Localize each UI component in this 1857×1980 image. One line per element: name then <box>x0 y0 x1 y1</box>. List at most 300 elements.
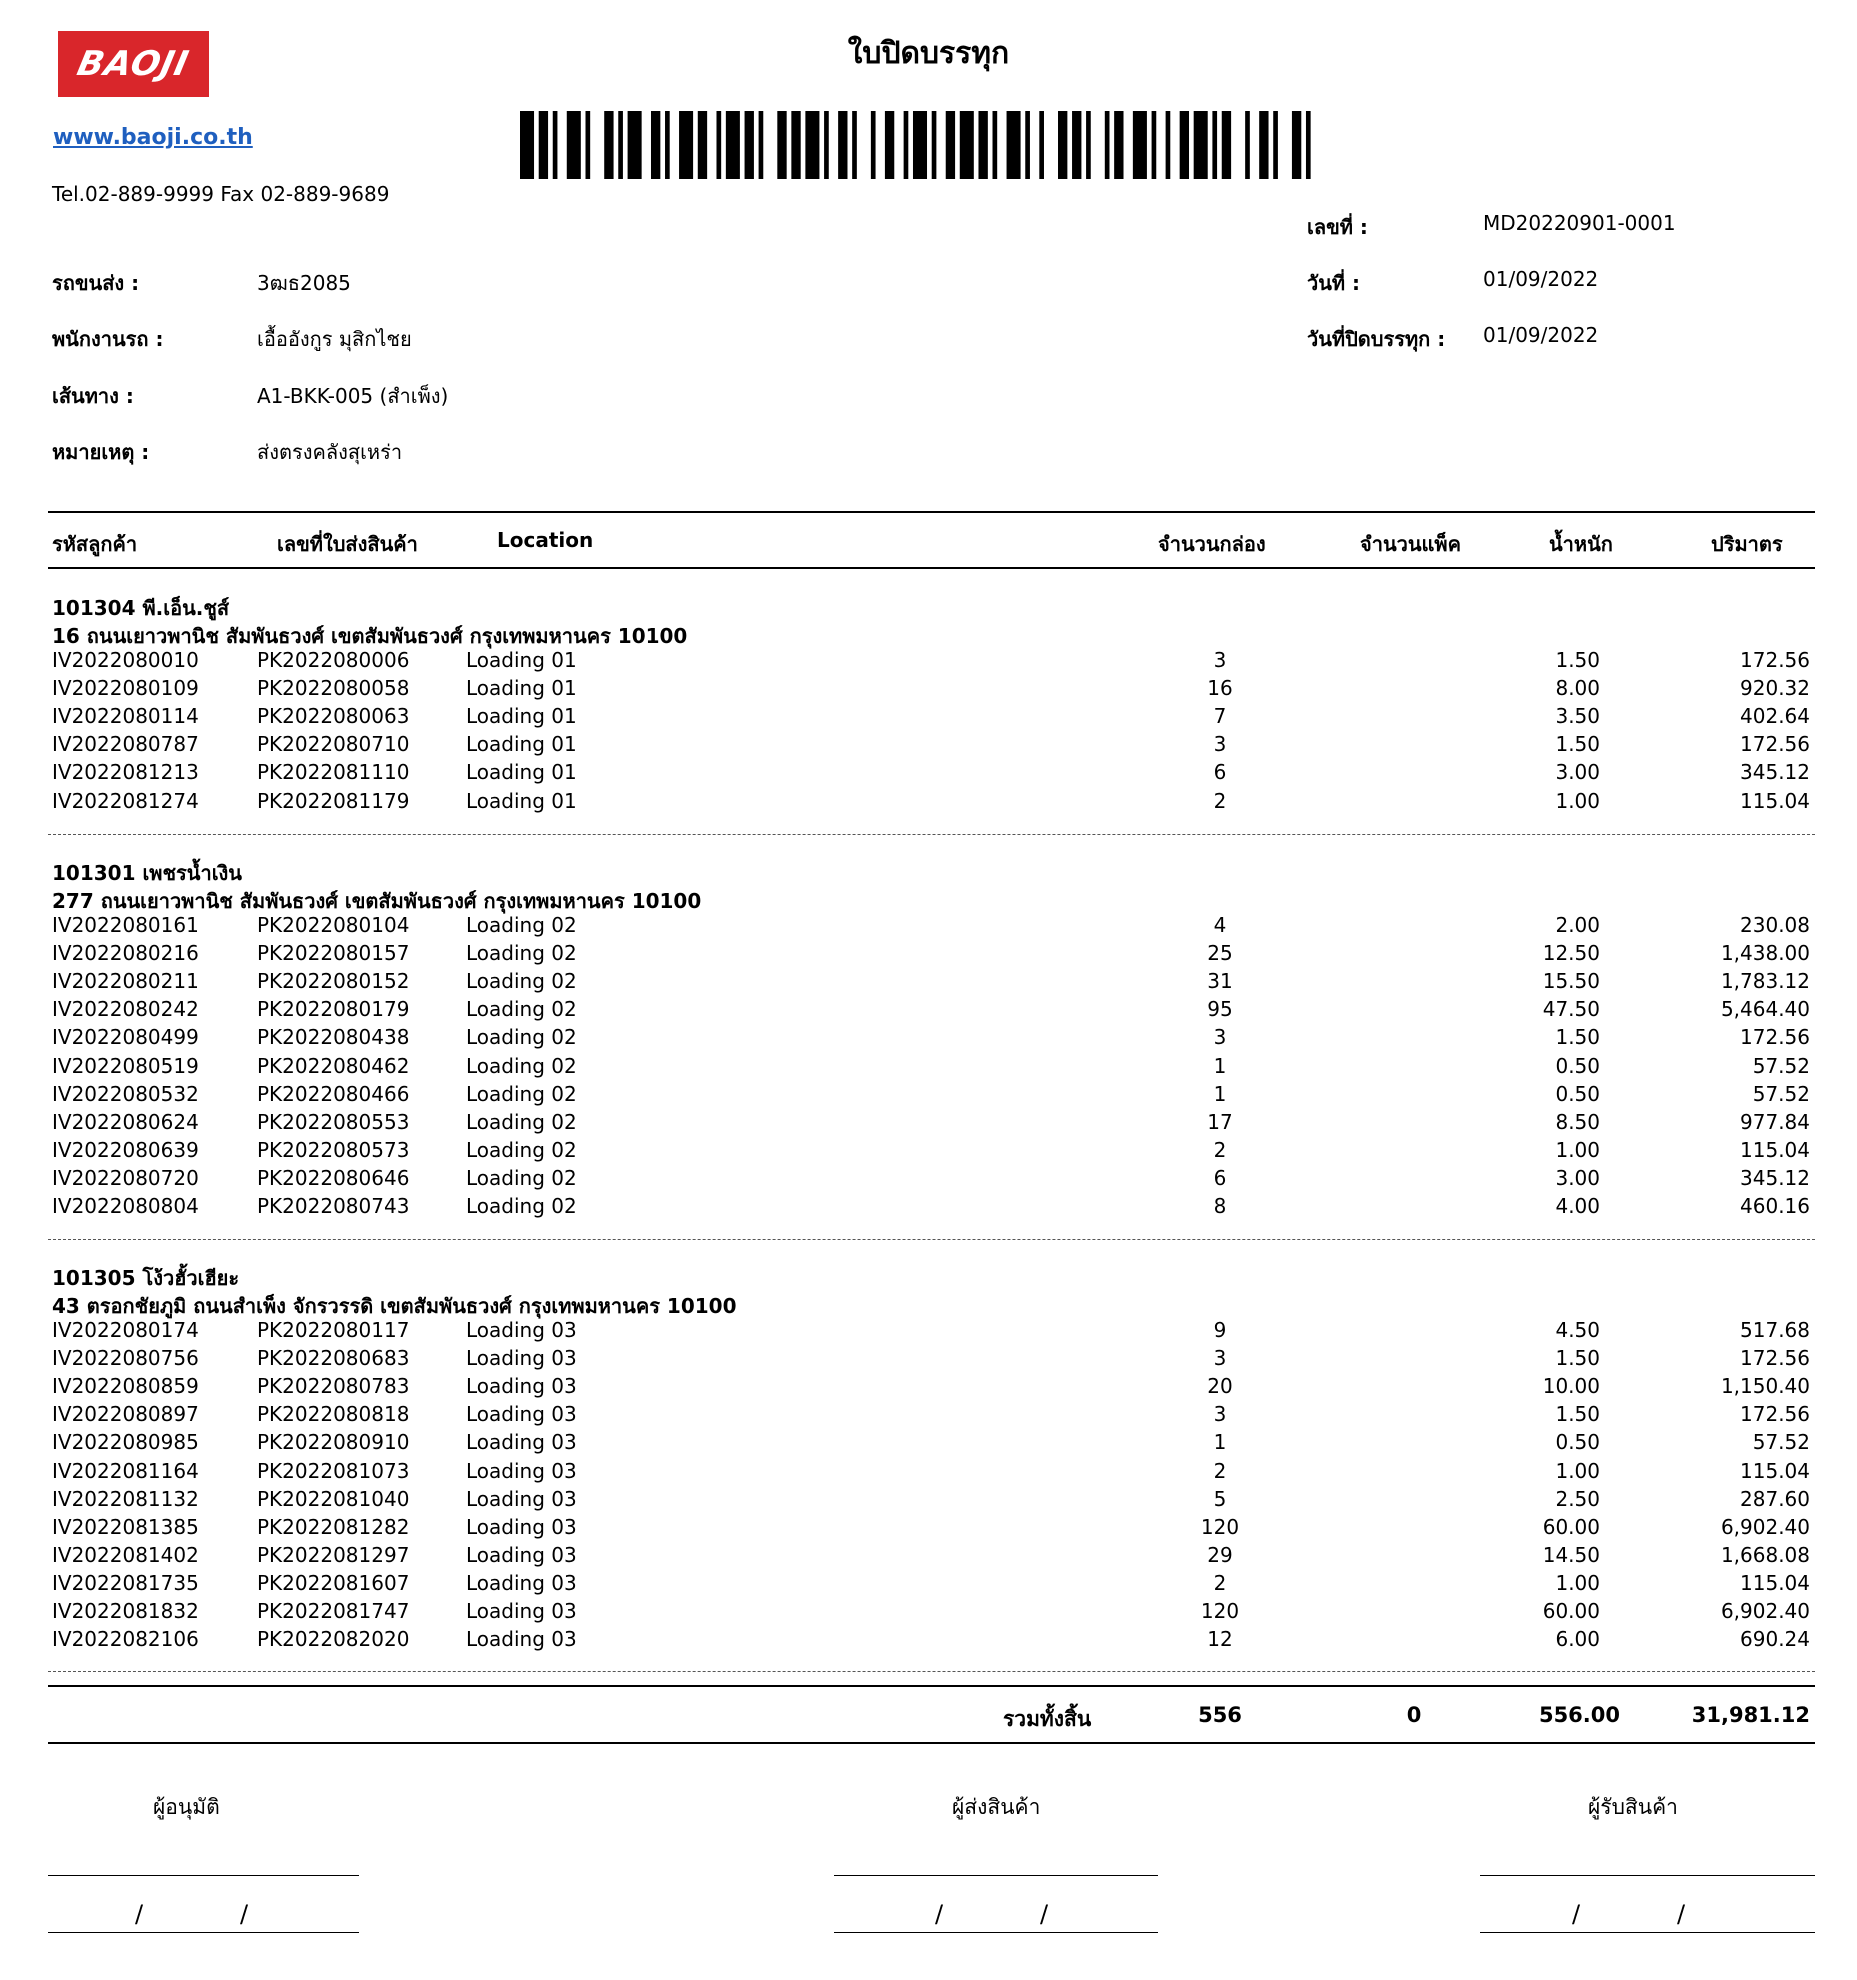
cell-volume: 345.12 <box>1740 760 1810 785</box>
barcode-bar <box>745 111 754 179</box>
barcode-bar <box>1025 111 1030 179</box>
cell-box-count: 1 <box>1213 1081 1227 1106</box>
cell-weight: 3.50 <box>1555 704 1600 729</box>
cell-invoice-no: IV2022080174 <box>52 1318 199 1342</box>
vehicle-label: รถขนส่ง : <box>52 271 140 295</box>
barcode-bar <box>1259 111 1268 179</box>
cell-location: Loading 01 <box>466 788 577 813</box>
cell-packing-no: PK2022080117 <box>257 1318 410 1342</box>
cell-location: Loading 02 <box>466 1109 577 1134</box>
cell-location: Loading 03 <box>466 1374 577 1399</box>
cell-location: Loading 02 <box>466 941 577 966</box>
cell-packing-no: PK2022080152 <box>257 969 410 994</box>
cell-box-count: 3 <box>1213 1402 1227 1427</box>
cell-box-count: 2 <box>1213 788 1227 813</box>
col-header-weight: น้ำหนัก <box>1549 532 1613 556</box>
totals-volume: 31,981.12 <box>1691 1703 1810 1727</box>
group-customer: 101301 เพชรน้ำเงิน <box>52 861 242 885</box>
barcode-bar <box>932 111 937 179</box>
cell-box-count: 2 <box>1213 1570 1227 1595</box>
totals-top-rule <box>48 1685 1815 1687</box>
table-row <box>0 1082 1857 1110</box>
document-title: ใบปิดบรรทุก <box>847 36 1010 71</box>
cell-box-count: 16 <box>1207 676 1233 701</box>
cell-volume: 1,150.40 <box>1720 1374 1810 1399</box>
contact-phone: Tel.02-889-9999 Fax 02-889-9689 <box>52 182 390 206</box>
cell-volume: 920.32 <box>1740 676 1810 701</box>
route-value: A1-BKK-005 (สำเพ็ง) <box>257 384 449 408</box>
cell-volume: 115.04 <box>1740 788 1810 813</box>
cell-volume: 690.24 <box>1740 1627 1810 1652</box>
cell-location: Loading 03 <box>466 1514 577 1539</box>
barcode-bar <box>586 111 591 179</box>
table-row <box>0 704 1857 732</box>
barcode-bar <box>716 111 721 179</box>
cell-volume: 1,438.00 <box>1720 941 1810 966</box>
totals-boxes: 556 <box>1198 1703 1242 1727</box>
cell-location: Loading 02 <box>466 1025 577 1050</box>
cell-location: Loading 02 <box>466 1194 577 1218</box>
cell-volume: 402.64 <box>1740 704 1810 729</box>
barcode-bar <box>520 111 534 179</box>
cell-location: Loading 03 <box>466 1599 577 1623</box>
cell-packing-no: PK2022080683 <box>257 1346 410 1371</box>
table-row <box>0 1487 1857 1515</box>
barcode-bar <box>777 111 786 179</box>
cell-location: Loading 02 <box>466 913 577 937</box>
barcode-bar <box>871 111 876 179</box>
barcode-bar <box>1072 111 1081 179</box>
close-date-value: 01/09/2022 <box>1483 323 1599 347</box>
cell-volume: 287.60 <box>1740 1486 1810 1511</box>
cell-box-count: 95 <box>1207 997 1233 1022</box>
barcode-bar <box>960 111 974 179</box>
date-value: 01/09/2022 <box>1483 267 1599 291</box>
table-row <box>0 969 1857 997</box>
cell-packing-no: PK2022080157 <box>257 941 410 966</box>
cell-weight: 1.00 <box>1555 788 1600 813</box>
barcode-bar <box>1133 111 1147 179</box>
cell-packing-no: PK2022081747 <box>257 1599 410 1623</box>
cell-invoice-no: IV2022081213 <box>52 760 199 785</box>
cell-packing-no: PK2022080910 <box>257 1430 410 1455</box>
cell-packing-no: PK2022080573 <box>257 1137 410 1162</box>
cell-box-count: 1 <box>1213 1053 1227 1078</box>
cell-volume: 57.52 <box>1752 1430 1810 1455</box>
barcode-bar <box>791 111 800 179</box>
col-header-invoice: เลขที่ใบส่งสินค้า <box>277 532 418 556</box>
table-row <box>0 1166 1857 1194</box>
cell-volume: 172.56 <box>1740 1025 1810 1050</box>
totals-packs: 0 <box>1406 1703 1422 1727</box>
cell-box-count: 3 <box>1213 1025 1227 1050</box>
cell-location: Loading 02 <box>466 1137 577 1162</box>
barcode-bar <box>946 111 955 179</box>
cell-location: Loading 01 <box>466 676 577 701</box>
cell-weight: 12.50 <box>1542 941 1600 966</box>
signature-line <box>1480 1875 1815 1876</box>
cell-box-count: 2 <box>1213 1137 1227 1162</box>
cell-invoice-no: IV2022081385 <box>52 1514 199 1539</box>
cell-volume: 230.08 <box>1740 913 1810 937</box>
barcode-bar <box>1105 111 1110 179</box>
cell-location: Loading 01 <box>466 648 577 672</box>
cell-location: Loading 03 <box>466 1402 577 1427</box>
barcode-bar <box>604 111 613 179</box>
cell-invoice-no: IV2022080859 <box>52 1374 199 1399</box>
cell-invoice-no: IV2022080499 <box>52 1025 199 1050</box>
barcode-bar <box>567 111 581 179</box>
cell-location: Loading 02 <box>466 1081 577 1106</box>
barcode-bar <box>1273 111 1278 179</box>
group-address: 16 ถนนเยาวพานิช สัมพันธวงศ์ เขตสัมพันธวงศ์ กรุงเทพมหานคร 10100 <box>52 624 688 648</box>
table-row <box>0 1110 1857 1138</box>
cell-location: Loading 03 <box>466 1570 577 1595</box>
cell-weight: 2.50 <box>1555 1486 1600 1511</box>
cell-box-count: 3 <box>1213 648 1227 672</box>
cell-location: Loading 03 <box>466 1458 577 1483</box>
table-header-rule <box>48 567 1815 569</box>
cell-invoice-no: IV2022080720 <box>52 1165 199 1190</box>
cell-packing-no: PK2022080179 <box>257 997 410 1022</box>
table-row <box>0 1571 1857 1599</box>
cell-packing-no: PK2022081607 <box>257 1570 410 1595</box>
cell-weight: 47.50 <box>1542 997 1600 1022</box>
cell-weight: 4.50 <box>1555 1318 1600 1342</box>
barcode-bar <box>824 111 829 179</box>
cell-packing-no: PK2022080466 <box>257 1081 410 1106</box>
group-customer: 101305 โง้วฮั้วเฮียะ <box>52 1266 240 1290</box>
cell-box-count: 120 <box>1200 1514 1240 1539</box>
cell-volume: 460.16 <box>1740 1194 1810 1218</box>
cell-weight: 1.00 <box>1555 1570 1600 1595</box>
cell-invoice-no: IV2022080787 <box>52 732 199 757</box>
cell-box-count: 2 <box>1213 1458 1227 1483</box>
table-top-rule <box>48 511 1815 513</box>
cell-packing-no: PK2022080438 <box>257 1025 410 1050</box>
cell-volume: 517.68 <box>1740 1318 1810 1342</box>
cell-weight: 6.00 <box>1555 1627 1600 1652</box>
cell-weight: 0.50 <box>1555 1081 1600 1106</box>
cell-invoice-no: IV2022080639 <box>52 1137 199 1162</box>
date-line <box>48 1932 359 1933</box>
date-slash: / <box>1677 1900 1686 1928</box>
cell-packing-no: PK2022080553 <box>257 1109 410 1134</box>
cell-packing-no: PK2022081110 <box>257 760 410 785</box>
cell-volume: 5,464.40 <box>1720 997 1810 1022</box>
cell-invoice-no: IV2022080804 <box>52 1194 199 1218</box>
cell-packing-no: PK2022080462 <box>257 1053 410 1078</box>
cell-location: Loading 03 <box>466 1627 577 1652</box>
table-row <box>0 941 1857 969</box>
date-label: วันที่ : <box>1307 271 1361 295</box>
barcode-bar <box>993 111 998 179</box>
group-address: 43 ตรอกชัยภูมิ ถนนสำเพ็ง จักรวรรดิ เขตสัมพันธวงศ์ กรุงเทพมหานคร 10100 <box>52 1294 737 1318</box>
cell-volume: 115.04 <box>1740 1570 1810 1595</box>
doc-no-label: เลขที่ : <box>1307 215 1368 239</box>
col-header-volume: ปริมาตร <box>1711 532 1783 556</box>
barcode-bar <box>539 111 548 179</box>
table-row <box>0 1054 1857 1082</box>
cell-weight: 1.50 <box>1555 1402 1600 1427</box>
table-row <box>0 1459 1857 1487</box>
cell-volume: 345.12 <box>1740 1165 1810 1190</box>
cell-weight: 1.50 <box>1555 1025 1600 1050</box>
cell-volume: 57.52 <box>1752 1081 1810 1106</box>
barcode-bar <box>805 111 819 179</box>
cell-location: Loading 01 <box>466 760 577 785</box>
cell-weight: 3.00 <box>1555 760 1600 785</box>
cell-packing-no: PK2022081282 <box>257 1514 410 1539</box>
cell-box-count: 4 <box>1213 913 1227 937</box>
cell-volume: 6,902.40 <box>1720 1599 1810 1623</box>
cell-weight: 8.00 <box>1555 676 1600 701</box>
barcode-bar <box>1152 111 1157 179</box>
logo-text: BAOJI <box>74 44 193 84</box>
table-row <box>0 1402 1857 1430</box>
cell-invoice-no: IV2022082106 <box>52 1627 199 1652</box>
cell-volume: 115.04 <box>1740 1458 1810 1483</box>
barcode-bar <box>726 111 740 179</box>
barcode-bar <box>1222 111 1231 179</box>
cell-invoice-no: IV2022080161 <box>52 913 199 937</box>
cell-weight: 1.00 <box>1555 1458 1600 1483</box>
cell-volume: 115.04 <box>1740 1137 1810 1162</box>
barcode-bar <box>1180 111 1189 179</box>
cell-volume: 1,783.12 <box>1720 969 1810 994</box>
totals-weight: 556.00 <box>1538 1703 1620 1727</box>
cell-packing-no: PK2022080063 <box>257 704 410 729</box>
cell-volume: 172.56 <box>1740 1346 1810 1371</box>
table-row <box>0 1025 1857 1053</box>
table-row <box>0 1515 1857 1543</box>
signature-line <box>834 1875 1158 1876</box>
table-row <box>0 1430 1857 1458</box>
barcode-bar <box>1194 111 1208 179</box>
cell-weight: 60.00 <box>1542 1599 1600 1623</box>
cell-volume: 1,668.08 <box>1720 1542 1810 1567</box>
table-row <box>0 1138 1857 1166</box>
barcode-bar <box>913 111 927 179</box>
table-row <box>0 1374 1857 1402</box>
cell-packing-no: PK2022081073 <box>257 1458 410 1483</box>
cell-box-count: 3 <box>1213 1346 1227 1371</box>
table-row <box>0 676 1857 704</box>
cell-weight: 1.50 <box>1555 732 1600 757</box>
cell-invoice-no: IV2022081735 <box>52 1570 199 1595</box>
cell-weight: 10.00 <box>1542 1374 1600 1399</box>
table-row <box>0 1194 1857 1222</box>
cell-packing-no: PK2022080818 <box>257 1402 410 1427</box>
cell-invoice-no: IV2022080897 <box>52 1402 199 1427</box>
table-row <box>0 997 1857 1025</box>
cell-location: Loading 01 <box>466 704 577 729</box>
barcode-bar <box>618 111 623 179</box>
table-row <box>0 1346 1857 1374</box>
cell-invoice-no: IV2022080216 <box>52 941 199 966</box>
barcode-bar <box>852 111 857 179</box>
cell-box-count: 6 <box>1213 760 1227 785</box>
note-value: ส่งตรงคลังสุเหร่า <box>257 440 403 464</box>
cell-box-count: 8 <box>1213 1194 1227 1218</box>
table-row <box>0 732 1857 760</box>
barcode-bar <box>665 111 670 179</box>
col-header-boxes: จำนวนกล่อง <box>1158 532 1266 556</box>
date-slash: / <box>135 1900 144 1928</box>
cell-invoice-no: IV2022080756 <box>52 1346 199 1371</box>
cell-box-count: 12 <box>1207 1627 1233 1652</box>
barcode-bar <box>698 111 707 179</box>
totals-bottom-rule <box>48 1742 1815 1744</box>
cell-weight: 8.50 <box>1555 1109 1600 1134</box>
date-slash: / <box>1040 1900 1049 1928</box>
table-row <box>0 1599 1857 1627</box>
cell-packing-no: PK2022080710 <box>257 732 410 757</box>
cell-location: Loading 02 <box>466 1053 577 1078</box>
cell-volume: 57.52 <box>1752 1053 1810 1078</box>
barcode-bar <box>1245 111 1250 179</box>
driver-value: เอื้ออังกูร มุสิกไชย <box>257 327 412 351</box>
cell-invoice-no: IV2022080985 <box>52 1430 199 1455</box>
cell-weight: 4.00 <box>1555 1194 1600 1218</box>
cell-invoice-no: IV2022080010 <box>52 648 199 672</box>
totals-label: รวมทั้งสิ้น <box>1003 1707 1092 1731</box>
cell-packing-no: PK2022080006 <box>257 648 410 672</box>
cell-box-count: 1 <box>1213 1430 1227 1455</box>
cell-invoice-no: IV2022080519 <box>52 1053 199 1078</box>
cell-invoice-no: IV2022080211 <box>52 969 199 994</box>
cell-location: Loading 02 <box>466 969 577 994</box>
table-row <box>0 648 1857 676</box>
barcode-bar <box>1039 111 1044 179</box>
driver-label: พนักงานรถ : <box>52 327 164 351</box>
cell-location: Loading 03 <box>466 1430 577 1455</box>
group-separator <box>48 1671 1815 1672</box>
cell-packing-no: PK2022080646 <box>257 1165 410 1190</box>
group-separator <box>48 1239 1815 1240</box>
barcode-bar <box>1306 111 1311 179</box>
barcode-bar <box>1114 111 1123 179</box>
cell-box-count: 3 <box>1213 732 1227 757</box>
cell-location: Loading 02 <box>466 997 577 1022</box>
cell-invoice-no: IV2022080624 <box>52 1109 199 1134</box>
close-date-label: วันที่ปิดบรรทุก : <box>1307 327 1446 351</box>
table-row <box>0 789 1857 817</box>
cell-location: Loading 03 <box>466 1542 577 1567</box>
barcode-bar <box>679 111 693 179</box>
cell-box-count: 17 <box>1207 1109 1233 1134</box>
cell-location: Loading 03 <box>466 1318 577 1342</box>
cell-invoice-no: IV2022081164 <box>52 1458 199 1483</box>
group-separator <box>48 834 1815 835</box>
barcode-bar <box>1007 111 1021 179</box>
cell-weight: 60.00 <box>1542 1514 1600 1539</box>
cell-box-count: 5 <box>1213 1486 1227 1511</box>
table-row <box>0 1627 1857 1655</box>
barcode-bar <box>1212 111 1217 179</box>
cell-packing-no: PK2022080058 <box>257 676 410 701</box>
cell-location: Loading 03 <box>466 1486 577 1511</box>
cell-box-count: 9 <box>1213 1318 1227 1342</box>
table-row <box>0 913 1857 941</box>
cell-invoice-no: IV2022080109 <box>52 676 199 701</box>
barcode-bar <box>904 111 909 179</box>
vehicle-value: 3ฒธ2085 <box>257 271 351 295</box>
cell-invoice-no: IV2022080242 <box>52 997 199 1022</box>
doc-no-value: MD20220901-0001 <box>1483 211 1676 235</box>
barcode-bar <box>885 111 894 179</box>
cell-location: Loading 03 <box>466 1346 577 1371</box>
cell-box-count: 29 <box>1207 1542 1233 1567</box>
cell-weight: 1.00 <box>1555 1137 1600 1162</box>
cell-box-count: 7 <box>1213 704 1227 729</box>
date-slash: / <box>1572 1900 1581 1928</box>
cell-packing-no: PK2022081179 <box>257 788 410 813</box>
cell-location: Loading 01 <box>466 732 577 757</box>
barcode-bar <box>1166 111 1171 179</box>
cell-volume: 6,902.40 <box>1720 1514 1810 1539</box>
website-link[interactable]: www.baoji.co.th <box>53 125 253 150</box>
cell-weight: 0.50 <box>1555 1430 1600 1455</box>
date-line <box>834 1932 1158 1933</box>
cell-packing-no: PK2022081297 <box>257 1542 410 1567</box>
cell-volume: 172.56 <box>1740 648 1810 672</box>
cell-invoice-no: IV2022081274 <box>52 788 199 813</box>
route-label: เส้นทาง : <box>52 384 134 408</box>
barcode-bar <box>1292 111 1301 179</box>
table-row <box>0 1543 1857 1571</box>
date-slash: / <box>240 1900 249 1928</box>
barcode-image <box>520 111 1320 179</box>
cell-box-count: 120 <box>1200 1599 1240 1623</box>
note-label: หมายเหตุ : <box>52 440 150 464</box>
barcode-bar <box>651 111 660 179</box>
signature-sender-label: ผู้ส่งสินค้า <box>952 1795 1041 1819</box>
barcode-bar <box>1058 111 1067 179</box>
cell-location: Loading 02 <box>466 1165 577 1190</box>
cell-volume: 172.56 <box>1740 732 1810 757</box>
cell-weight: 3.00 <box>1555 1165 1600 1190</box>
cell-box-count: 25 <box>1207 941 1233 966</box>
barcode-bar <box>1086 111 1091 179</box>
cell-weight: 2.00 <box>1555 913 1600 937</box>
col-header-customer: รหัสลูกค้า <box>52 532 138 556</box>
group-customer: 101304 พี.เอ็น.ชูส์ <box>52 596 230 620</box>
cell-packing-no: PK2022080743 <box>257 1194 410 1218</box>
cell-packing-no: PK2022082020 <box>257 1627 410 1652</box>
cell-invoice-no: IV2022081402 <box>52 1542 199 1567</box>
cell-weight: 1.50 <box>1555 1346 1600 1371</box>
cell-box-count: 31 <box>1207 969 1233 994</box>
cell-packing-no: PK2022080783 <box>257 1374 410 1399</box>
col-header-location: Location <box>497 528 594 552</box>
signature-approver-label: ผู้อนุมัติ <box>153 1795 220 1819</box>
cell-box-count: 20 <box>1207 1374 1233 1399</box>
group-address: 277 ถนนเยาวพานิช สัมพันธวงศ์ เขตสัมพันธวงศ์ กรุงเทพมหานคร 10100 <box>52 889 702 913</box>
cell-invoice-no: IV2022080532 <box>52 1081 199 1106</box>
table-row <box>0 760 1857 788</box>
cell-invoice-no: IV2022080114 <box>52 704 199 729</box>
table-row <box>0 1318 1857 1346</box>
barcode-bar <box>978 111 987 179</box>
cell-box-count: 6 <box>1213 1165 1227 1190</box>
cell-weight: 15.50 <box>1542 969 1600 994</box>
date-slash: / <box>935 1900 944 1928</box>
cell-invoice-no: IV2022081832 <box>52 1599 199 1623</box>
cell-volume: 172.56 <box>1740 1402 1810 1427</box>
cell-packing-no: PK2022081040 <box>257 1486 410 1511</box>
col-header-packs: จำนวนแพ็ค <box>1360 532 1461 556</box>
